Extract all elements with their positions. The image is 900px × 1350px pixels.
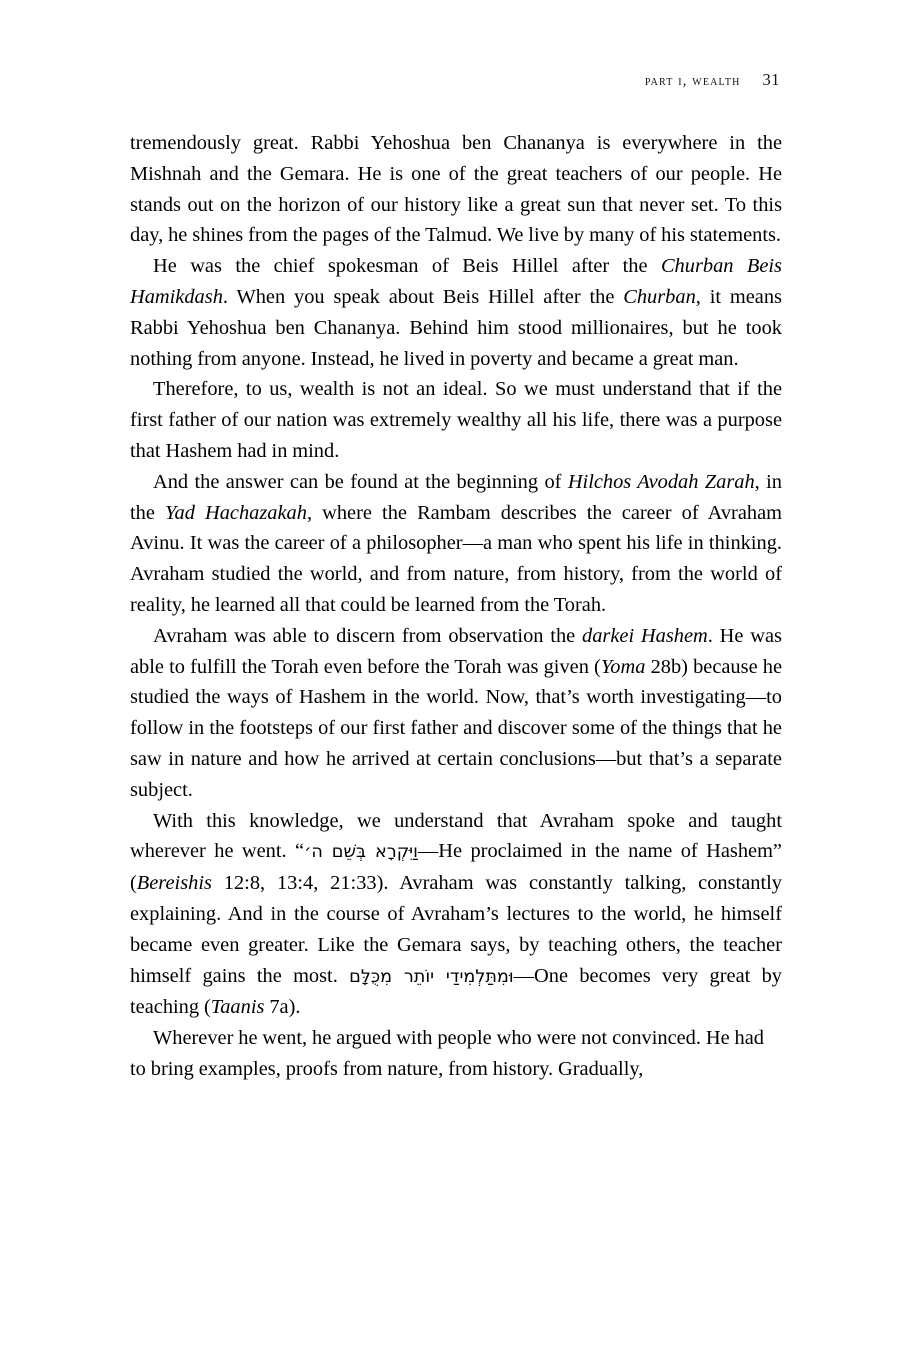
italic-term: Bereishis <box>136 872 212 895</box>
text-run: —One becomes very great by teaching ( <box>130 964 782 1019</box>
para-darkei-hashem <box>130 621 782 806</box>
body-text-block <box>130 128 782 1085</box>
para-hilchos-avodah-zarah <box>130 467 782 621</box>
running-head-title: part i, wealth <box>644 73 741 89</box>
text-run: , in the <box>130 470 782 524</box>
text-run: —He proclaimed in the name of Hashem” ( <box>130 840 782 895</box>
text-run: , it means Rabbi Yehoshua ben Chananya. Behind him stood millionaires, but he took nothing from anyone. Instead, he lived in poverty and became a great man. <box>130 285 782 370</box>
para-beis-hillel <box>130 251 782 374</box>
text-run: 7a). <box>264 996 301 1019</box>
text-run: , where the Rambam describes the career of Avraham Avinu. It was the career of a philosopher—a man who spent his life in thinking. Avraham studied the world, and from nature, from history, from the world of reality, he learned all that could be learned from the Torah. <box>130 501 782 616</box>
para-vayikra-beshem <box>130 806 782 1024</box>
para-continuation <box>130 128 782 251</box>
italic-term: Churban Beis Hamikdash <box>130 255 782 308</box>
text-run: And the answer can be found at the beginning of <box>153 470 568 493</box>
hebrew-quotation: וּמִתַּלְמִידַי יוֹתֵר מִכֻּלָּם <box>349 966 514 987</box>
text-run: Wherever he went, he argued with people who were not convinced. He had to bring examples, proofs from nature, from history. Gradually, <box>130 1027 764 1080</box>
text-run: . He was able to fulfill the Torah even before the Torah was given ( <box>130 624 782 678</box>
italic-term: Yoma <box>600 655 646 678</box>
text-run: Avraham was able to discern from observation the <box>153 624 583 647</box>
para-wherever-he-went <box>130 1023 782 1085</box>
text-run: 12:8, 13:4, 21:33). Avraham was constantly talking, constantly explaining. And in the course of Avraham’s lectures to the world, he himself became even greater. Like the Gemara says, by teaching others, the teacher himself gains the most. <box>130 872 782 987</box>
italic-term: Taanis <box>210 996 265 1019</box>
text-run: He was the chief spokesman of Beis Hillel after the <box>153 255 661 278</box>
hebrew-quotation: וַיִּקְרָא בְּשֵׁם ה׳ <box>304 842 418 863</box>
text-run: tremendously great. Rabbi Yehoshua ben Chananya is everywhere in the Mishnah and the Gemara. He is one of the great teachers of our people. He stands out on the horizon of our history like a great sun that never set. To this day, he shines from the pages of the Talmud. We live by many of his statements. <box>130 132 782 247</box>
para-wealth-not-ideal <box>130 374 782 466</box>
running-head <box>130 70 780 92</box>
page-number: 31 <box>762 70 780 89</box>
italic-term: Yad Hachazakah <box>165 501 307 524</box>
italic-term: Churban <box>623 285 696 308</box>
italic-term: darkei Hashem <box>582 624 708 647</box>
text-run: Therefore, to us, wealth is not an ideal. So we must understand that if the first father of our nation was extremely wealthy all his life, there was a purpose that Hashem had in mind. <box>130 378 782 462</box>
text-run: . When you speak about Beis Hillel after the <box>222 285 624 308</box>
italic-term: Hilchos Avodah Zarah <box>567 470 755 493</box>
text-run: With this knowledge, we understand that Avraham spoke and taught wherever he went. “ <box>130 809 782 863</box>
text-run: 28b) because he studied the ways of Hashem in the world. Now, that’s worth investigating—to follow in the footsteps of our first father and discover some of the things that he saw in nature and how he arrived at certain conclusions—but that’s a separate subject. <box>130 655 783 801</box>
